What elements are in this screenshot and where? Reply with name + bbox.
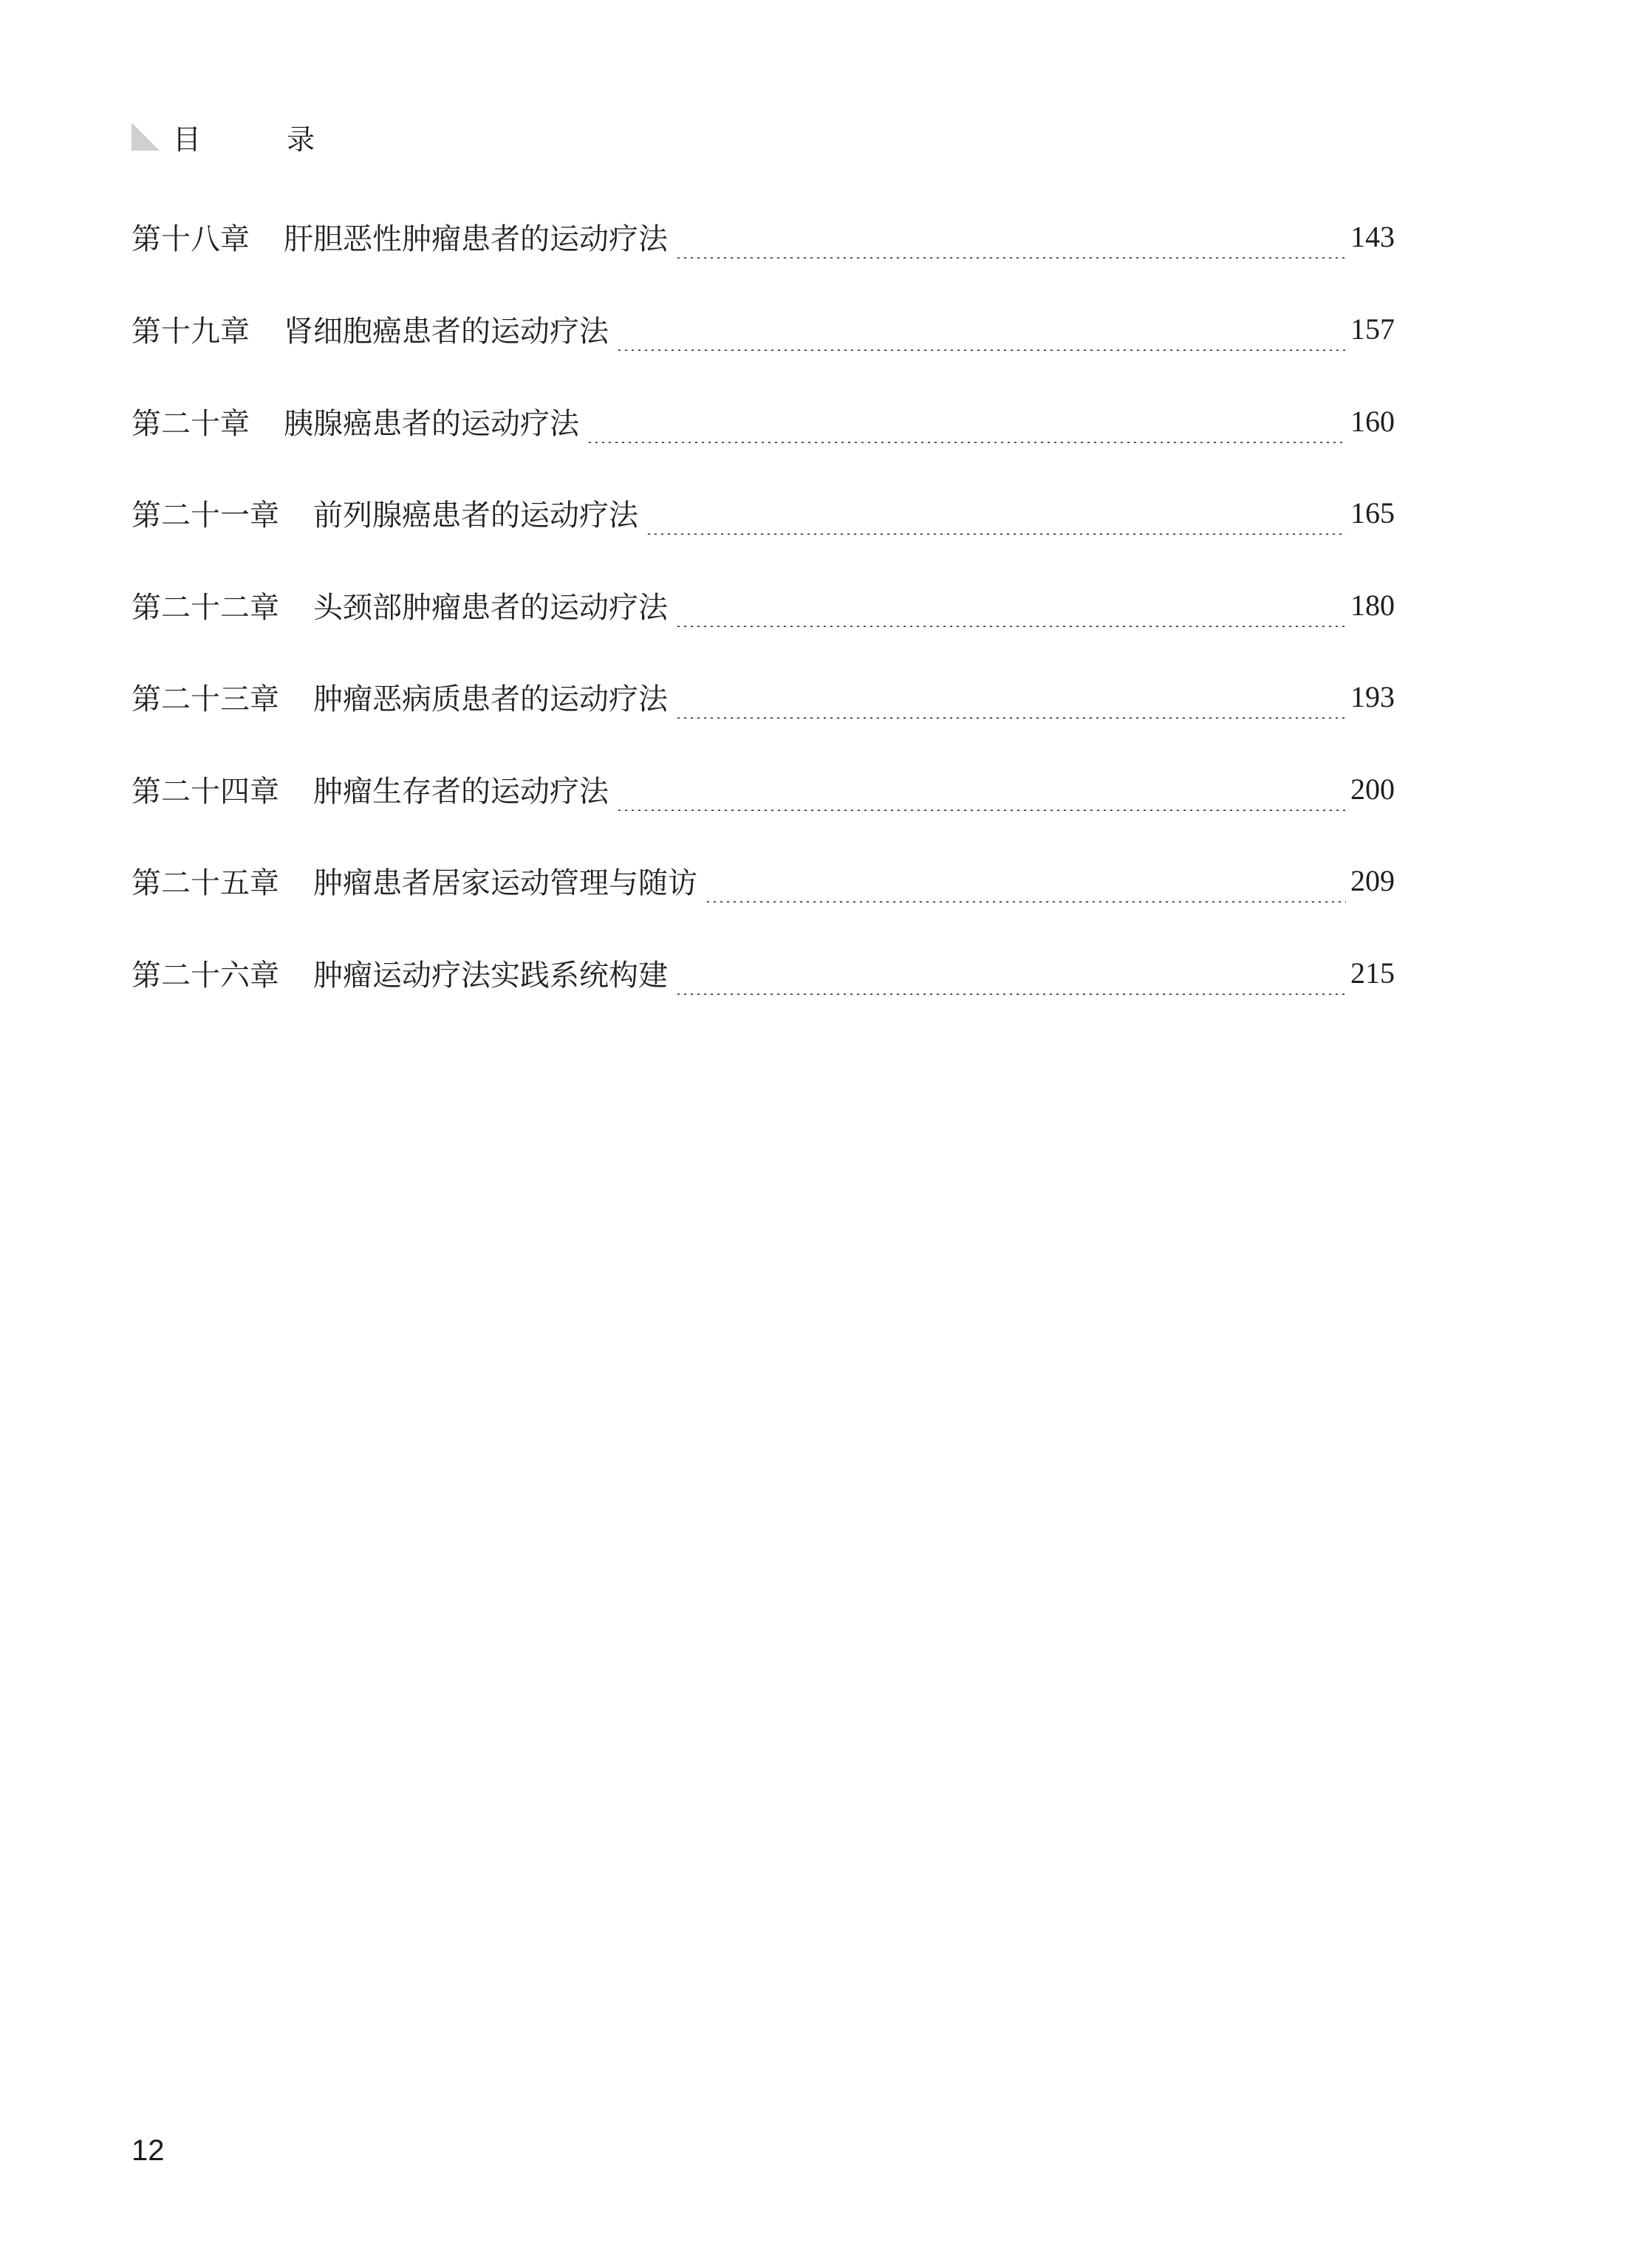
page-reference: 180 [1350,588,1395,622]
page-reference: 200 [1350,772,1395,806]
toc-entry[interactable] [131,306,1395,351]
chapter-title: 肿瘤运动疗法实践系统构建 [313,958,668,993]
toc-entry[interactable] [131,399,1395,443]
page-reference: 215 [1350,956,1395,990]
dot-leader [675,229,1346,258]
chapter-number: 第十八章 [131,222,250,256]
chapter-title: 肝胆恶性肿瘤患者的运动疗法 [284,222,668,256]
toc-entry[interactable] [131,583,1395,627]
page-reference: 157 [1350,312,1395,346]
dot-leader [675,965,1346,995]
dot-leader [705,873,1346,902]
page-title: 目 录 [173,123,354,156]
dot-leader [587,414,1346,443]
page-reference: 193 [1350,679,1395,713]
toc-entry[interactable] [131,950,1395,995]
toc-entry[interactable] [131,674,1395,719]
chapter-number: 第二十四章 [131,774,279,809]
chapter-title: 胰腺癌患者的运动疗法 [284,406,579,441]
chapter-title: 肿瘤恶病质患者的运动疗法 [313,682,668,716]
chapter-number: 第二十五章 [131,866,279,900]
dot-leader [675,597,1346,627]
chapter-title: 肿瘤生存者的运动疗法 [313,774,609,809]
corner-triangle-icon [131,123,160,151]
dot-leader [616,781,1346,811]
dot-leader [616,321,1346,351]
page-number: 12 [131,2134,165,2167]
chapter-title: 肿瘤患者居家运动管理与随访 [313,866,697,900]
chapter-number: 第二十二章 [131,590,279,625]
toc-entry[interactable] [131,490,1395,535]
chapter-number: 第十九章 [131,314,250,349]
page-reference: 143 [1350,219,1395,253]
toc-entry[interactable] [131,858,1395,902]
chapter-number: 第二十三章 [131,682,279,716]
chapter-title: 头颈部肿瘤患者的运动疗法 [313,590,668,625]
chapter-title: 前列腺癌患者的运动疗法 [313,498,638,532]
dot-leader [646,505,1346,535]
page-reference: 165 [1350,496,1395,530]
toc-entry[interactable] [131,214,1395,258]
dot-leader [675,689,1346,719]
toc-entry[interactable] [131,767,1395,811]
toc-header [131,118,353,155]
chapter-title: 肾细胞癌患者的运动疗法 [284,314,609,349]
chapter-number: 第二十章 [131,406,250,441]
chapter-number: 第二十一章 [131,498,279,532]
page-reference: 160 [1350,404,1395,438]
page-reference: 209 [1350,863,1395,897]
chapter-number: 第二十六章 [131,958,279,993]
